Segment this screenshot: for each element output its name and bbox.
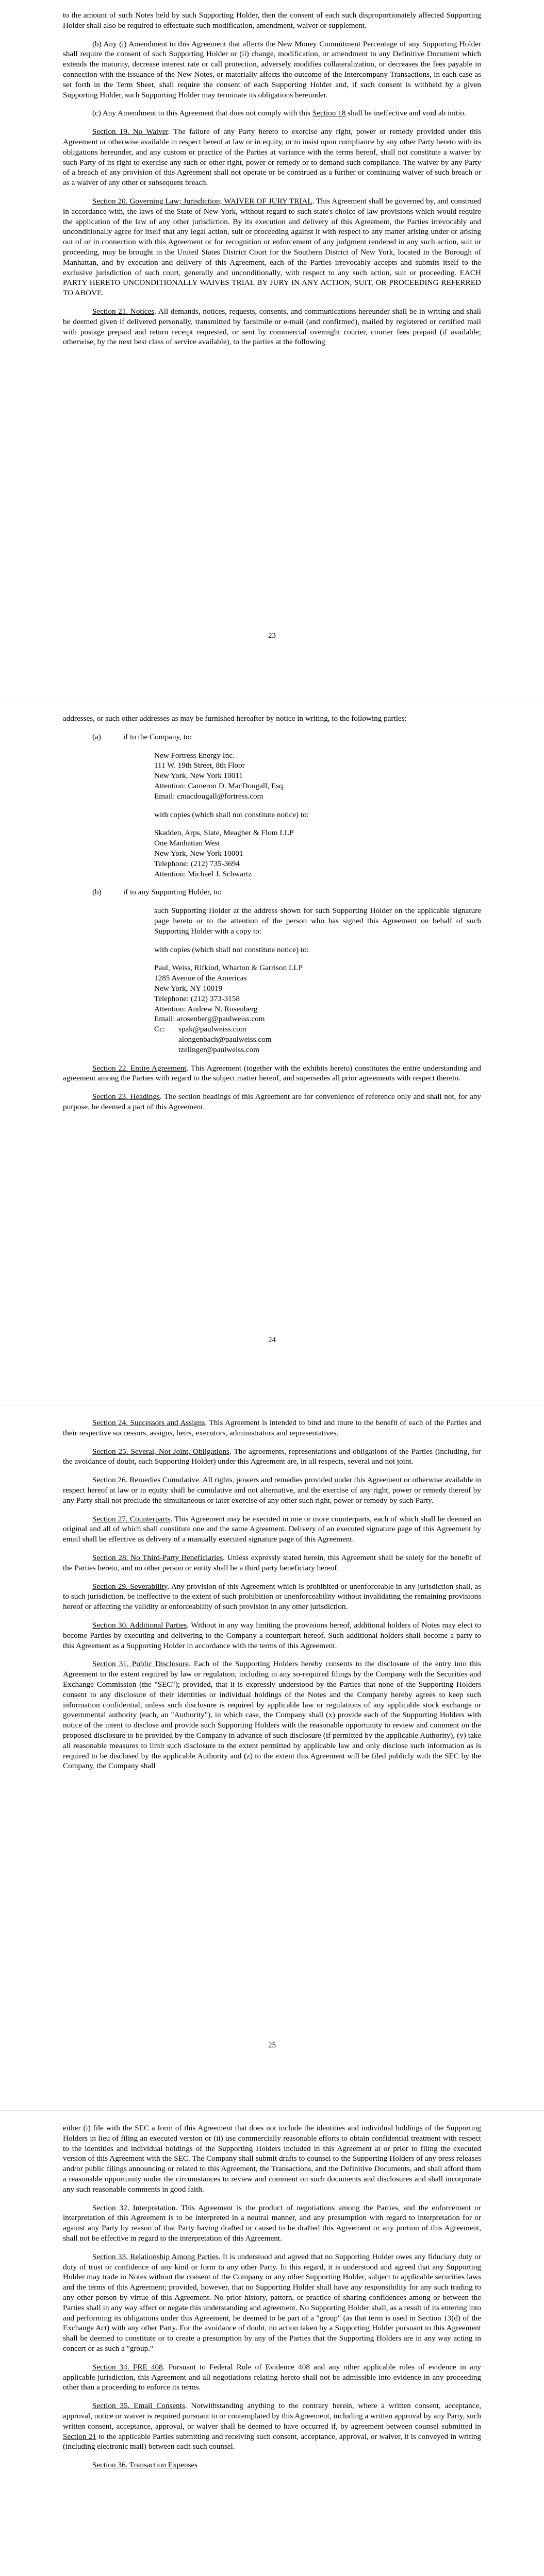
address-line: Attention: Andrew N. Rosenberg	[154, 1004, 258, 1013]
section-24-body: . This Agreement is intended to bind and inure to the benefit of each of the Parties and their respective successors, assigns, heirs, executors, administrators and representatives.	[63, 1418, 481, 1437]
section-22-title: Section 22. Entire Agreement	[92, 1063, 187, 1073]
address-line: Telephone: (212) 373-3158	[154, 994, 240, 1003]
address-line: New York, NY 10019	[154, 984, 223, 993]
section-21-link: Section 21	[63, 2432, 96, 2441]
section-33-body: . It is understood and agreed that no Supporting Holder owes any fiduciary duty or duty of trust or confidence of any kind or form to any other Party. In this regard, it is understood and agreed that any Supporting Holder may trade in Notes without the consent of the Company or any other Supporting Holder, subject to applicable securities laws and the terms of this Agreement; provided, however, that no Supporting Holder shall have any responsibility for any such trading to any other person by virtue of this Agreement. No prior history, pattern, or practice of sharing confidences among or between the Parties shall in any way affect or negate this understanding and agreement. No Supporting Holder shall, as a result of its entering into and performing its obligations under this Agreement, be deemed to be part of a "group" (as that term is used in Section 13(d) of the Exchange Act) with any other Party. For the avoidance of doubt, no action taken by a Supporting Holder pursuant to this Agreement shall be deemed to constitute or to create a presumption by any of the Parties that the Supporting Holders are in any way acting in concert or as such a "group."	[63, 2252, 482, 2353]
section-21-body: . All demands, notices, requests, consents, and communications hereunder shall be in writing and shall be deemed given if delivered personally, transmitted by facsimile or e-mail (and confirmed), mailed by registered or certified mail with postage prepaid and return receipt requested, or sent by commercial overnight courier, courier fees prepaid (if available; otherwise, by the next best class of service available), to the parties at the following	[63, 307, 481, 347]
cc-row	[154, 1024, 481, 1035]
skadden-address	[154, 828, 481, 879]
page-25	[0, 1418, 544, 1780]
section-19-title: Section 19. No Waiver	[92, 127, 168, 137]
notice-item-company	[92, 732, 481, 742]
section-23	[63, 1092, 481, 1112]
section-19	[63, 127, 481, 188]
paragraph: either (i) file with the SEC a form of this Agreement that does not include the identities and individual holdings of the Supporting Holders in lieu of filing an executed version or (ii) use commercially reasonable efforts to obtain confidential treatment with respect to the identities and individual holdings of the Supporting Holders included in this Agreement at or prior to filing the executed version of this Agreement with the SEC. The Company shall submit drafts to counsel to the Supporting Holders of any press releases and/or public filings announcing or related to this Agreement, the Transactions, and the Definitive Documents, and shall afford them a reasonable opportunity under the circumstances to review and comment on such documents and disclosures and shall incorporate any such reasonable comments in good faith.	[63, 2124, 481, 2194]
section-35	[63, 2401, 481, 2452]
section-31	[63, 1659, 481, 1771]
section-30-title: Section 30. Additional Parties	[92, 1620, 187, 1630]
cc-label: Cc:	[154, 1025, 166, 1034]
section-27-body: . This Agreement may be executed in one or more counterparts, each of which shall be deemed an original and all of which shall constitute one and the same Agreement. Delivery of an executed signature page of this Agreement by email shall be effective as delivery of a manually executed signature page of this Agreement.	[63, 1514, 481, 1544]
page-number: 25	[268, 2041, 276, 2049]
section-32-title: Section 32. Interpretation	[92, 2203, 176, 2212]
section-18-link: Section 18	[312, 109, 346, 118]
address-line: 111 W. 19th Street, 8th Floor	[154, 761, 245, 770]
paragraph: to the amount of such Notes held by such Supporting Holder, then the consent of each such disproportionately affected Supporting Holder shall also be required to effectuate such modification, amendment, waiver or supplement.	[63, 11, 481, 30]
page-number: 23	[268, 632, 276, 640]
cc-email: alongenbach@paulweiss.com	[178, 1035, 272, 1044]
section-20-title: Section 20. Governing Law; Jurisdiction; WAIVER OF JURY TRIAL	[92, 196, 312, 206]
section-36-title: Section 36. Transaction Expenses	[92, 2461, 198, 2470]
page-26	[0, 2123, 544, 2479]
section-20	[63, 196, 481, 298]
text: shall be ineffective and void ab initio.	[345, 109, 466, 118]
section-25-body: . The agreements, representations and obligations of the Parties (including, for the avoidance of doubt, each Supporting Holder) under this Agreement are, in all respects, several and not joint.	[63, 1447, 481, 1466]
section-27-title: Section 27. Counterparts	[92, 1514, 171, 1523]
section-26-body: . All rights, powers and remedies provided under this Agreement or otherwise available in respect hereof at law or in equity shall be cumulative and not alternative, and the exercise of any right, power or remedy thereof by any Party shall not preclude the simultaneous or later exercise of any other such right, power or remedy by such Party.	[63, 1476, 482, 1505]
section-26-title: Section 26. Remedies Cumulative	[92, 1476, 199, 1485]
section-29	[63, 1582, 481, 1612]
company-address	[154, 751, 481, 802]
section-23-title: Section 23. Headings	[92, 1092, 160, 1101]
section-30-body: . Without in any way limiting the provisions hereof, additional holders of Notes may elect to become Parties by executing and delivering to the Company a counterpart hereof. Such additional holders shall become a party to this Agreement as a Supporting Holder in accordance with the terms of this Agreement.	[63, 1620, 481, 1650]
section-22	[63, 1063, 481, 1084]
section-29-body: . Any provision of this Agreement which is prohibited or unenforceable in any jurisdiction shall, as to such jurisdiction, be ineffective to the extent of such prohibition or unenforceability without invalidating the remaining provisions hereof or affecting the validity or enforceability of such provision in any other jurisdiction.	[63, 1582, 481, 1612]
section-34	[63, 2362, 481, 2393]
section-34-body: . Pursuant to Federal Rule of Evidence 408 and any other applicable rules of evidence in any applicable jurisdiction, this Agreement and all negotiations relating hereto shall not be admissible into evidence in any proceeding other than a proceeding to enforce its terms.	[63, 2362, 481, 2392]
address-line: Email: arosenberg@paulweiss.com	[154, 1014, 265, 1024]
section-26	[63, 1475, 481, 1505]
section-31-title: Section 31. Public Disclosure	[92, 1659, 189, 1669]
holder-paragraph: such Supporting Holder at the address shown for such Supporting Holder on the applicable signature page hereto or to the attention of the person who has signed this Agreement on behalf of such Supporting Holder with a copy to:	[154, 906, 481, 936]
address-line: 1285 Avenue of the Americas	[154, 974, 247, 983]
section-25	[63, 1447, 481, 1467]
section-29-title: Section 29. Severability	[92, 1582, 168, 1591]
section-21	[63, 307, 481, 347]
section-19-body: . The failure of any Party hereto to exercise any right, power or remedy provided under this Agreement or otherwise available in respect hereof at law or in equity, or to insist upon compliance by any other Party hereto with its obligations hereunder, and any custom or practice of the Parties at variance with the terms hereof, shall not constitute a waiver by such Party of its right to exercise any such or other right, power or remedy or to demand such compliance. The waiver by any Party of a breach of any provision of this Agreement shall not operate or be construed as a further or continuing waiver of such breach or as a waiver of any other or subsequent breach.	[63, 127, 481, 188]
paragraph-18c	[63, 108, 481, 118]
section-35-body: . Notwithstanding anything to the contrary herein, where a written consent, acceptance, approval, notice or waiver is required pursuant to or contemplated by this Agreement, including a written approval by any Party, such written consent, acceptance, approval, or waiver shall be deemed to have occurred if, by agreement between counsel submitted in	[63, 2401, 481, 2431]
section-21-title: Section 21. Notices	[92, 307, 155, 316]
address-line: Email: cmacdougall@fortress.com	[154, 791, 263, 801]
section-25-title: Section 25. Several, Not Joint, Obligations	[92, 1447, 229, 1456]
copies-note: with copies (which shall not constitute notice) to:	[154, 945, 309, 954]
address-line: Paul, Weiss, Rifkind, Wharton & Garrison LLP	[154, 963, 303, 973]
section-35-body-end: to the applicable Parties submitting and receiving such consent, acceptance, approval, or waiver, it is conveyed in writing (including electronic mail) between each such counsel.	[63, 2432, 481, 2451]
item-text: if to the Company, to:	[123, 732, 192, 741]
paragraph-18b: (b) Any (i) Amendment to this Agreement that affects the New Money Commitment Percentage of any Supporting Holder shall require the consent of such Supporting Holder or (ii) change, modification, or amendment to any Definitive Document which extends the maturity, decrease interest rate or call protection, adversely modifies collateralization, or decreases the fees payable in connection with the issuance of the New Notes, or materially affects the outcome of the Intercompany Transactions, in each case as set forth in the Term Sheet, shall require the consent of each Supporting Holder and, if such consent is withheld by a given Supporting Holder, such Supporting Holder may terminate its obligations hereunder.	[63, 39, 481, 99]
section-30	[63, 1620, 481, 1651]
section-24-title: Section 24. Successors and Assigns	[92, 1418, 205, 1427]
address-line: Telephone: (212) 735-3694	[154, 859, 240, 868]
section-31-body: . Each of the Supporting Holders hereby consents to the disclosure of the entry into this Agreement to the extent required by law or regulation, including in any so-required filings by the Company with the Securities and Exchange Commission (the "SEC"); provided, that it is expressly understood by the Parties that none of the Supporting Holders consent to any disclosure of their identities or individual holdings of the Notes and the Company hereby agrees to keep such information confidential, unless such disclosure is required by applicable law or regulations of any applicable stock exchange or governmental authority (each, an "Authority"), in which case, the Company shall (x) provide each of the Supporting Holders with notice of the intent to disclose and provide such Supporting Holders with the reasonable opportunity to review and comment on the proposed disclosure to be provided by the Company in advance of such disclosure (if permitted by the applicable Authority), (y) take all reasonable measures to limit such disclosure to the extent permitted by applicable law and only disclose such information as is required to be disclosed by the applicable Authority and (z) to the extent this Agreement will be filed publicly with the SEC by the Company, the Company shall	[63, 1659, 481, 1771]
address-line: One Manhattan West	[154, 839, 220, 848]
address-line: New Fortress Energy Inc.	[154, 751, 235, 760]
address-line: New York, New York 10011	[154, 771, 243, 781]
section-28-title: Section 28. No Third-Party Beneficiaries	[92, 1553, 223, 1562]
item-label: (a)	[92, 732, 101, 741]
section-22-body: . This Agreement (together with the exhibits hereto) constitutes the entire understanding and agreement among the Parties with regard to the subject matter hereof, and supersedes all prior agreements with respect thereto.	[63, 1063, 481, 1083]
page-number: 24	[268, 1336, 276, 1344]
section-35-title: Section 35. Email Consents	[92, 2401, 185, 2411]
section-24	[63, 1418, 481, 1438]
text: (c) Any Amendment to this Agreement that does not comply with this	[92, 109, 312, 118]
section-34-title: Section 34. FRE 408	[92, 2362, 163, 2371]
address-line: New York, New York 10001	[154, 849, 243, 858]
page-divider	[0, 2110, 544, 2111]
page-24	[0, 714, 544, 1121]
copies-note: with copies (which shall not constitute notice) to:	[154, 810, 309, 819]
paul-weiss-address	[154, 963, 481, 1055]
section-23-body: . The section headings of this Agreement are for convenience of reference only and shall not, for any purpose, be deemed a part of this Agreement.	[63, 1092, 481, 1111]
item-text: if to any Supporting Holder, to:	[123, 888, 222, 897]
section-20-body: . This Agreement shall be governed by, and construed in accordance with, the laws of the State of New York, without regard to such state's choice of law provisions which would require the application of the law of any other jurisdiction. By its execution and delivery of this Agreement, the Parties irrevocably and unconditionally agree for itself that any legal action, suit or proceeding against it with respect to any matter arising under or arising out of or in connection with this Agreement or for recognition or enforcement of any judgment rendered in any such action, suit or proceeding, may be brought in the United States District Court for the Southern District of New York, located in the Borough of Manhattan, and by execution and delivery of this Agreement, each of the Parties irrevocably accepts and submits itself to the exclusive jurisdiction of such court, generally and unconditionally, with respect to any such action, suit or proceeding. EACH PARTY HERETO UNCONDITIONALLY WAIVES TRIAL BY JURY IN ANY ACTION, SUIT, OR PROCEEDING REFERRED TO ABOVE.	[63, 196, 481, 298]
section-32-body: . This Agreement is the product of negotiations among the Parties, and the enforcement or interpretation of this Agreement is to be interpreted in a neutral manner, and any presumption with regard to interpretation for or against any Party by reason of that Party having drafted or caused to be drafted this Agreement or any portion of this Agreement, shall not be effective in regard to the interpretation of this Agreement.	[63, 2203, 481, 2243]
section-33-title: Section 33. Relationship Among Parties	[92, 2252, 219, 2261]
address-line: Attention: Michael J. Schwartz	[154, 869, 252, 878]
page-23	[0, 10, 544, 355]
address-line: Skadden, Arps, Slate, Meagher & Flom LLP	[154, 828, 294, 838]
section-27	[63, 1514, 481, 1545]
section-28-body: . Unless expressly stated herein, this Agreement shall be solely for the benefit of the Parties hereto, and no other person or entity shall be a third party beneficiary hereof.	[63, 1553, 482, 1572]
section-28	[63, 1553, 481, 1573]
item-label: (b)	[92, 888, 102, 897]
cc-email: spak@paulweiss.com	[178, 1025, 246, 1034]
section-36	[63, 2460, 481, 2470]
paragraph: addresses, or such other addresses as may be furnished hereafter by notice in writing, to the following parties:	[63, 714, 407, 723]
address-line: Attention: Cameron D. MacDougall, Esq.	[154, 781, 285, 790]
section-33	[63, 2252, 481, 2354]
notice-item-holder	[92, 887, 481, 897]
section-32	[63, 2203, 481, 2244]
cc-email: tzelinger@paulweiss.com	[178, 1045, 259, 1054]
